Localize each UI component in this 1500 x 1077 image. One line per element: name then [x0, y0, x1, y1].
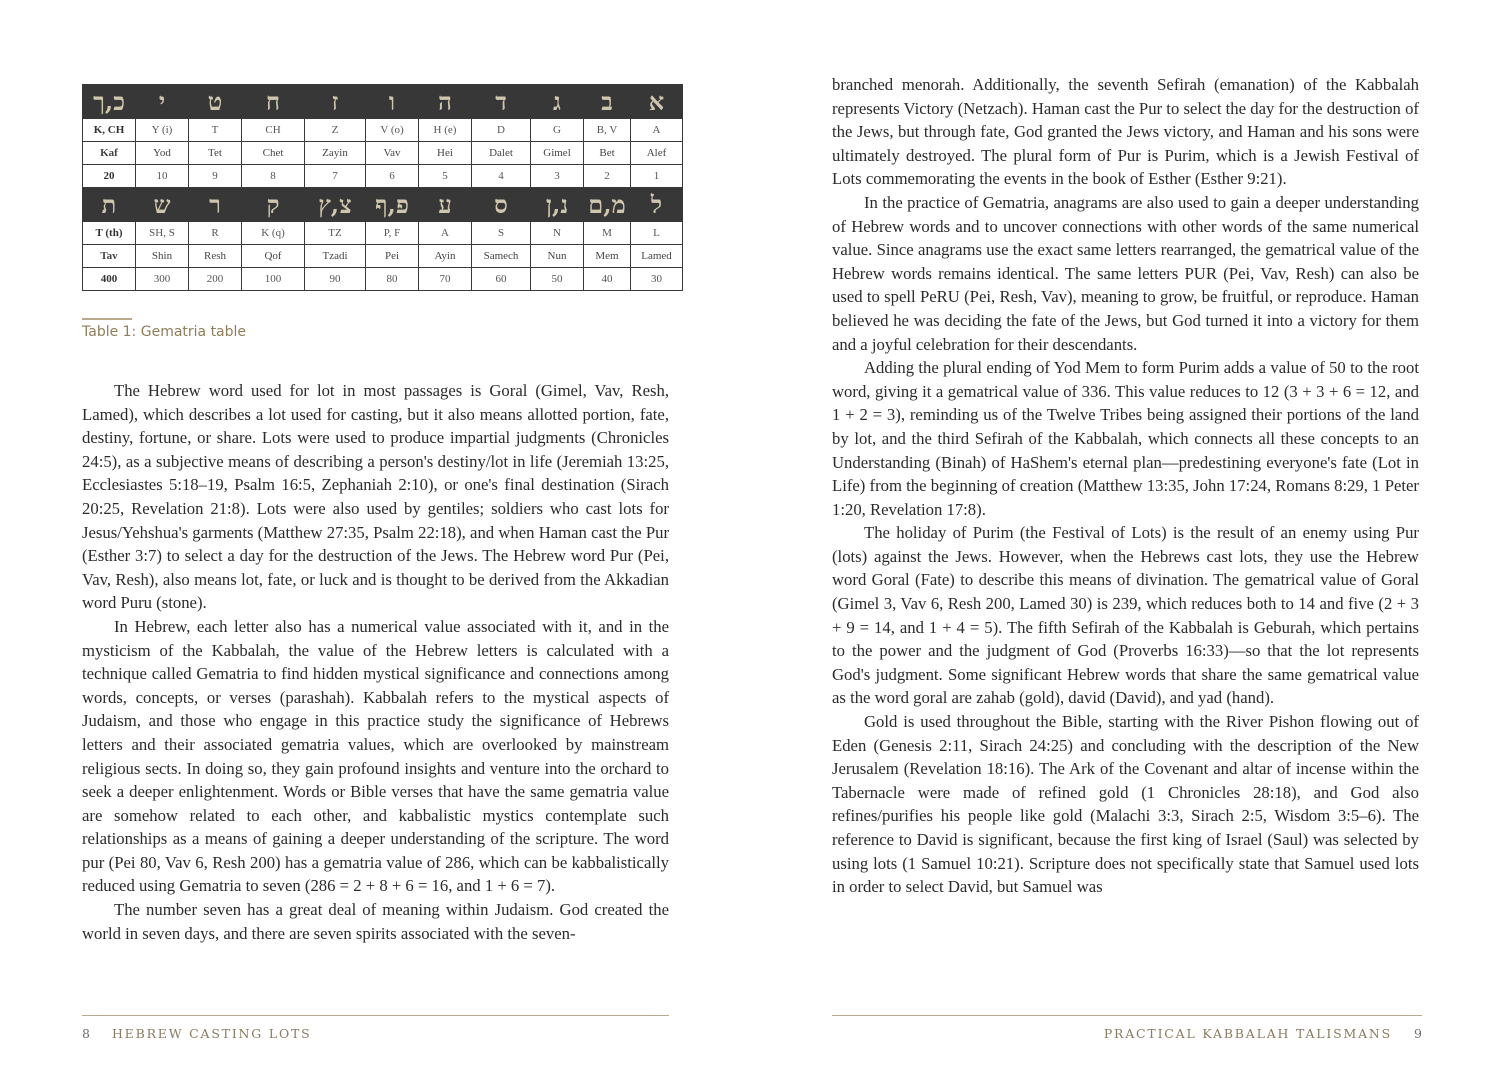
- hebrew-letter-cell: ש: [136, 188, 189, 222]
- numeric-value-cell: 9: [189, 165, 242, 188]
- letter-name-cell: Hei: [419, 142, 472, 165]
- transliteration-cell: N: [531, 222, 584, 245]
- letter-name-cell: Shin: [136, 245, 189, 268]
- letter-name-cell: Kaf: [83, 142, 136, 165]
- letter-name-cell: Chet: [242, 142, 305, 165]
- transliteration-cell: L: [631, 222, 683, 245]
- hebrew-letter-cell: נ,ן: [531, 188, 584, 222]
- transliteration-cell: V (o): [366, 119, 419, 142]
- letter-name-cell: Ayin: [419, 245, 472, 268]
- hebrew-letter-cell: ק: [242, 188, 305, 222]
- letter-name-cell: Alef: [631, 142, 683, 165]
- numeric-value-cell: 400: [83, 268, 136, 291]
- hebrew-letter-cell: ז: [305, 85, 366, 119]
- table-row: [83, 245, 683, 268]
- numeric-value-cell: 7: [305, 165, 366, 188]
- letter-name-cell: Nun: [531, 245, 584, 268]
- numeric-value-cell: 5: [419, 165, 472, 188]
- transliteration-cell: A: [419, 222, 472, 245]
- hebrew-letter-cell: ד: [472, 85, 531, 119]
- paragraph: Gold is used throughout the Bible, starting with the River Pishon flowing out of Eden (Genesis 2:11, Sirach 24:25) and concluding with the description of the New Jerusalem (Revelation 18:16). The Ark of the Covenant and altar of incense within the Tabernacle were made of refined gold (1 Chronicles 28:18), and God also refines/purifies his people like gold (Malachi 3:3, Sirach 2:5, Wisdom 3:5–6). The reference to David is significant, because the first king of Israel (Saul) was selected by using lots (1 Samuel 10:21). Scripture does not specifically state that Samuel used lots in order to select David, but Samuel was: [832, 712, 1419, 897]
- numeric-value-cell: 80: [366, 268, 419, 291]
- numeric-value-cell: 30: [631, 268, 683, 291]
- transliteration-cell: H (e): [419, 119, 472, 142]
- right-footer-rule: [832, 1015, 1422, 1016]
- hebrew-letter-cell: ה: [419, 85, 472, 119]
- letter-name-cell: Resh: [189, 245, 242, 268]
- paragraph: branched menorah. Additionally, the seventh Sefirah (emanation) of the Kabbalah represents Victory (Netzach). Haman cast the Pur to select the day for the destruction of the Jews, but through fate, God granted the Jews victory, and Haman and his sons were ultimately destroyed. The plural form of Pur is Purim, which is a Jewish Festival of Lots commemorating the events in the book of Esther (Esther 9:21).: [832, 75, 1419, 189]
- table-row: [83, 119, 683, 142]
- transliteration-cell: S: [472, 222, 531, 245]
- table-row: [83, 142, 683, 165]
- transliteration-cell: K (q): [242, 222, 305, 245]
- numeric-value-cell: 2: [584, 165, 631, 188]
- numeric-value-cell: 3: [531, 165, 584, 188]
- transliteration-cell: K, CH: [83, 119, 136, 142]
- transliteration-cell: T: [189, 119, 242, 142]
- transliteration-cell: Y (i): [136, 119, 189, 142]
- paragraph: The Hebrew word used for lot in most passages is Goral (Gimel, Vav, Resh, Lamed), which describes a lot used for casting, but it also means allotted portion, fate, destiny, fortune, or share. Lots were used to produce impartial judgments (Chronicles 24:5), as a subjective means of describing a person's destiny/lot in life (Jeremiah 13:25, Ecclesiastes 5:18–19, Psalm 16:5, Zephaniah 2:10), or one's final destination (Sirach 20:25, Revelation 21:8). Lots were also used by gentiles; soldiers who cast lots for Jesus/Yehshua's garments (Matthew 27:35, Psalm 22:18), and when Haman cast the Pur (Esther 3:7) to select a day for the destruction of the Jews. The Hebrew word Pur (Pei, Vav, Resh), also means lot, fate, or luck and is thought to be derived from the Akkadian word Puru (stone).: [82, 381, 669, 613]
- table-row: [83, 165, 683, 188]
- left-body-text: [82, 379, 669, 945]
- letter-name-cell: Yod: [136, 142, 189, 165]
- hebrew-letter-cell: י: [136, 85, 189, 119]
- letter-name-cell: Mem: [584, 245, 631, 268]
- table-row: [83, 268, 683, 291]
- right-running-title: PRACTICAL KABBALAH TALISMANS: [1103, 1026, 1393, 1041]
- letter-name-cell: Vav: [366, 142, 419, 165]
- numeric-value-cell: 90: [305, 268, 366, 291]
- letter-name-cell: Pei: [366, 245, 419, 268]
- numeric-value-cell: 20: [83, 165, 136, 188]
- transliteration-cell: P, F: [366, 222, 419, 245]
- hebrew-letter-cell: ס: [472, 188, 531, 222]
- left-footer-rule: [82, 1015, 669, 1016]
- numeric-value-cell: 10: [136, 165, 189, 188]
- hebrew-letter-cell: א: [631, 85, 683, 119]
- letter-name-cell: Tzadi: [305, 245, 366, 268]
- left-footer: [82, 1026, 312, 1041]
- right-page-number: 9: [1414, 1026, 1422, 1041]
- transliteration-cell: CH: [242, 119, 305, 142]
- numeric-value-cell: 300: [136, 268, 189, 291]
- hebrew-letter-cell: ע: [419, 188, 472, 222]
- hebrew-letter-cell: מ,ם: [584, 188, 631, 222]
- transliteration-cell: B, V: [584, 119, 631, 142]
- right-footer: [1104, 1026, 1422, 1041]
- hebrew-letter-cell: ת: [83, 188, 136, 222]
- table-row: [83, 188, 683, 222]
- caption-rule: [82, 318, 132, 320]
- transliteration-cell: Z: [305, 119, 366, 142]
- transliteration-cell: M: [584, 222, 631, 245]
- table-row: [83, 222, 683, 245]
- numeric-value-cell: 8: [242, 165, 305, 188]
- transliteration-cell: TZ: [305, 222, 366, 245]
- hebrew-letter-cell: ר: [189, 188, 242, 222]
- right-page: [750, 0, 1500, 1077]
- transliteration-cell: D: [472, 119, 531, 142]
- numeric-value-cell: 40: [584, 268, 631, 291]
- letter-name-cell: Tav: [83, 245, 136, 268]
- transliteration-cell: A: [631, 119, 683, 142]
- numeric-value-cell: 70: [419, 268, 472, 291]
- numeric-value-cell: 60: [472, 268, 531, 291]
- letter-name-cell: Bet: [584, 142, 631, 165]
- numeric-value-cell: 6: [366, 165, 419, 188]
- numeric-value-cell: 100: [242, 268, 305, 291]
- hebrew-letter-cell: ט: [189, 85, 242, 119]
- letter-name-cell: Lamed: [631, 245, 683, 268]
- hebrew-letter-cell: ג: [531, 85, 584, 119]
- numeric-value-cell: 50: [531, 268, 584, 291]
- paragraph: Adding the plural ending of Yod Mem to form Purim adds a value of 50 to the root word, giving it a gematrical value of 336. This value reduces to 12 (3 + 3 + 6 = 12, and 1 + 2 = 3), reminding us of the Twelve Tribes being assigned their portions of the land by lot, and the third Sefirah of the Kabbalah, which connects all these concepts to an Understanding (Binah) of HaShem's eternal plan—predestining everyone's fate (Lot in Life) from the beginning of creation (Matthew 13:35, John 17:24, Romans 8:29, 1 Peter 1:20, Revelation 17:8).: [832, 358, 1419, 519]
- right-body-text: [832, 73, 1419, 899]
- paragraph: In Hebrew, each letter also has a numerical value associated with it, and in the mysticism of the Kabbalah, the value of the Hebrew letters is calculated with a technique called Gematria to find hidden mystical significance and connections among words, concepts, or verses (parashah). Kabbalah refers to the mystical aspects of Judaism, and those who engage in this practice study the significance of Hebrews letters and their associated gematria values, which are overlooked by mainstream religious sects. In doing so, they gain profound insights and venture into the orchard to seek a deeper enlightenment. Words or Bible verses that have the same gematria value are somehow related to each other, and kabbalistic mystics contemplate such relationships as a means of gaining a deeper understanding of the scripture. The word pur (Pei 80, Vav 6, Resh 200) has a gematria value of 286, which can be kabbalistically reduced using Gematria to seven (286 = 2 + 8 + 6 = 16, and 1 + 6 = 7).: [82, 616, 669, 896]
- letter-name-cell: Gimel: [531, 142, 584, 165]
- numeric-value-cell: 200: [189, 268, 242, 291]
- hebrew-letter-cell: ל: [631, 188, 683, 222]
- numeric-value-cell: 4: [472, 165, 531, 188]
- letter-name-cell: Samech: [472, 245, 531, 268]
- paragraph: The number seven has a great deal of meaning within Judaism. God created the world in seven days, and there are seven spirits associated with the seven-: [82, 900, 669, 943]
- transliteration-cell: G: [531, 119, 584, 142]
- letter-name-cell: Zayin: [305, 142, 366, 165]
- hebrew-letter-cell: כ,ך: [83, 85, 136, 119]
- gematria-table: [82, 84, 683, 291]
- letter-name-cell: Dalet: [472, 142, 531, 165]
- table-row: [83, 85, 683, 119]
- left-page-number: 8: [82, 1026, 90, 1041]
- paragraph: The holiday of Purim (the Festival of Lots) is the result of an enemy using Pur (lots) against the Jews. However, when the Hebrews cast lots, they use the Hebrew word Goral (Fate) to describe this means of divination. The gematrical value of Goral (Gimel 3, Vav 6, Resh 200, Lamed 30) is 239, which reduces both to 14 and five (2 + 3 + 9 = 14, and 1 + 4 = 5). The fifth Sefirah of the Kabbalah is Geburah, which pertains to the power and the judgment of God (Proverbs 16:33)—so that the lot represents God's judgment. Some significant Hebrew words that share the same gematrical value as the word goral are zahab (gold), david (David), and yad (hand).: [832, 523, 1419, 708]
- left-running-title: HEBREW CASTING LOTS: [111, 1026, 312, 1041]
- transliteration-cell: T (th): [83, 222, 136, 245]
- numeric-value-cell: 1: [631, 165, 683, 188]
- hebrew-letter-cell: ח: [242, 85, 305, 119]
- table-caption: Table 1: Gematria table: [82, 324, 247, 340]
- letter-name-cell: Tet: [189, 142, 242, 165]
- hebrew-letter-cell: צ,ץ: [305, 188, 366, 222]
- hebrew-letter-cell: ב: [584, 85, 631, 119]
- paragraph: In the practice of Gematria, anagrams are also used to gain a deeper understanding of Hebrew words and to uncover connections with other words of the same numerical value. Since anagrams use the exact same letters rearranged, the gematrical value of the Hebrew words remains identical. The same letters PUR (Pei, Vav, Resh) can also be used to spell PeRU (Pei, Resh, Vav), meaning to grow, be fruitful, or reproduce. Haman believed he was deciding the fate of the Jews, but God turned it into a victory for them and a joyful celebration for their descendants.: [832, 192, 1419, 354]
- hebrew-letter-cell: פ,ף: [366, 188, 419, 222]
- letter-name-cell: Qof: [242, 245, 305, 268]
- transliteration-cell: SH, S: [136, 222, 189, 245]
- transliteration-cell: R: [189, 222, 242, 245]
- hebrew-letter-cell: ו: [366, 85, 419, 119]
